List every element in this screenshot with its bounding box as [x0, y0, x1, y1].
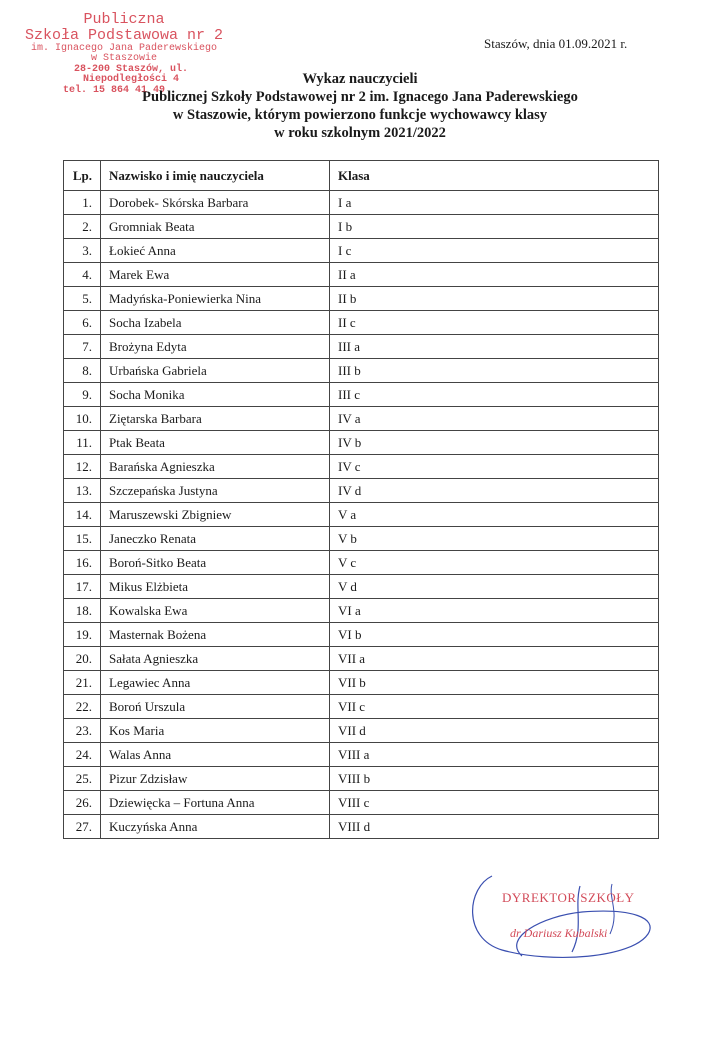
table-row: [64, 431, 659, 455]
row-klasa: VI a: [330, 599, 659, 623]
row-lp: 15.: [64, 527, 101, 551]
row-lp: 21.: [64, 671, 101, 695]
row-klasa: VI b: [330, 623, 659, 647]
row-lp: 27.: [64, 815, 101, 839]
row-name: Socha Monika: [101, 383, 330, 407]
row-lp: 24.: [64, 743, 101, 767]
row-lp: 20.: [64, 647, 101, 671]
stamp-line-1: Publiczna: [83, 11, 165, 28]
stamp-line-3: im. Ignacego Jana Paderewskiego: [30, 42, 218, 54]
row-name: Barańska Agnieszka: [101, 455, 330, 479]
row-name: Kuczyńska Anna: [101, 815, 330, 839]
row-klasa: VIII b: [330, 767, 659, 791]
row-name: Ptak Beata: [101, 431, 330, 455]
stamp-line-4: w Staszowie: [90, 53, 157, 64]
table-header-row: [64, 161, 659, 191]
row-lp: 4.: [64, 263, 101, 287]
row-lp: 19.: [64, 623, 101, 647]
row-name: Maruszewski Zbigniew: [101, 503, 330, 527]
row-klasa: VII b: [330, 671, 659, 695]
table-row: [64, 239, 659, 263]
table-row: [64, 383, 659, 407]
row-name: Szczepańska Justyna: [101, 479, 330, 503]
row-lp: 17.: [64, 575, 101, 599]
table-row: [64, 815, 659, 839]
table-row: [64, 359, 659, 383]
row-lp: 1.: [64, 191, 101, 215]
row-klasa: V b: [330, 527, 659, 551]
title-line-3: w Staszowie, którym powierzono funkcje wychowawcy klasy: [172, 107, 548, 123]
row-lp: 26.: [64, 791, 101, 815]
row-name: Mikus Elżbieta: [101, 575, 330, 599]
row-name: Socha Izabela: [101, 311, 330, 335]
table-row: [64, 407, 659, 431]
row-name: Kos Maria: [101, 719, 330, 743]
row-klasa: III a: [330, 335, 659, 359]
table-row: [64, 335, 659, 359]
row-name: Janeczko Renata: [101, 527, 330, 551]
table-row: [64, 191, 659, 215]
row-klasa: IV d: [330, 479, 659, 503]
title-line-4: w roku szkolnym 2021/2022: [274, 125, 446, 141]
document-date: Staszów, dnia 01.09.2021 r.: [484, 36, 628, 51]
row-lp: 13.: [64, 479, 101, 503]
table-row: [64, 623, 659, 647]
table-row: [64, 671, 659, 695]
table-row: [64, 575, 659, 599]
row-klasa: I a: [330, 191, 659, 215]
row-klasa: I b: [330, 215, 659, 239]
signature-scribble: [462, 868, 662, 968]
teachers-table: [63, 160, 659, 839]
header-lp: Lp.: [64, 161, 101, 191]
row-lp: 22.: [64, 695, 101, 719]
table-row: [64, 215, 659, 239]
row-name: Łokieć Anna: [101, 239, 330, 263]
director-signature: [462, 868, 662, 968]
table-row: [64, 743, 659, 767]
row-lp: 16.: [64, 551, 101, 575]
title-line-2: Publicznej Szkoły Podstawowej nr 2 im. Ignacego Jana Paderewskiego: [142, 89, 578, 105]
table-row: [64, 455, 659, 479]
row-name: Dziewięcka – Fortuna Anna: [101, 791, 330, 815]
row-klasa: III c: [330, 383, 659, 407]
row-name: Gromniak Beata: [101, 215, 330, 239]
row-name: Boroń Urszula: [101, 695, 330, 719]
row-lp: 7.: [64, 335, 101, 359]
row-klasa: VII c: [330, 695, 659, 719]
row-klasa: III b: [330, 359, 659, 383]
row-klasa: V c: [330, 551, 659, 575]
table-row: [64, 311, 659, 335]
row-lp: 5.: [64, 287, 101, 311]
row-name: Ziętarska Barbara: [101, 407, 330, 431]
row-klasa: VII a: [330, 647, 659, 671]
row-lp: 25.: [64, 767, 101, 791]
row-name: Urbańska Gabriela: [101, 359, 330, 383]
row-lp: 18.: [64, 599, 101, 623]
row-klasa: VIII c: [330, 791, 659, 815]
row-klasa: II c: [330, 311, 659, 335]
row-klasa: VII d: [330, 719, 659, 743]
row-name: Masternak Bożena: [101, 623, 330, 647]
row-klasa: II b: [330, 287, 659, 311]
table-row: [64, 599, 659, 623]
title-line-1: Wykaz nauczycieli: [302, 71, 418, 87]
table-row: [64, 551, 659, 575]
row-name: Sałata Agnieszka: [101, 647, 330, 671]
row-klasa: VIII a: [330, 743, 659, 767]
row-name: Legawiec Anna: [101, 671, 330, 695]
row-lp: 23.: [64, 719, 101, 743]
table-row: [64, 527, 659, 551]
table-row: [64, 647, 659, 671]
table-row: [64, 287, 659, 311]
row-klasa: IV b: [330, 431, 659, 455]
row-lp: 6.: [64, 311, 101, 335]
row-name: Dorobek- Skórska Barbara: [101, 191, 330, 215]
table-row: [64, 719, 659, 743]
table-row: [64, 263, 659, 287]
header-name: Nazwisko i imię nauczyciela: [101, 161, 330, 191]
table-row: [64, 695, 659, 719]
stamp-line-6: tel. 15 864 41 49: [62, 84, 166, 96]
row-klasa: I c: [330, 239, 659, 263]
row-lp: 10.: [64, 407, 101, 431]
row-name: Marek Ewa: [101, 263, 330, 287]
stamp-line-5: 28-200 Staszów, ul. Niepodległości 4: [73, 63, 189, 85]
row-name: Boroń-Sitko Beata: [101, 551, 330, 575]
table-row: [64, 791, 659, 815]
row-lp: 9.: [64, 383, 101, 407]
table-row: [64, 479, 659, 503]
row-name: Pizur Zdzisław: [101, 767, 330, 791]
document-title: [80, 70, 640, 142]
row-klasa: VIII d: [330, 815, 659, 839]
header-klasa: Klasa: [330, 161, 659, 191]
row-lp: 14.: [64, 503, 101, 527]
row-klasa: V d: [330, 575, 659, 599]
row-klasa: II a: [330, 263, 659, 287]
table-row: [64, 767, 659, 791]
table-row: [64, 503, 659, 527]
row-name: Walas Anna: [101, 743, 330, 767]
director-name: dr Dariusz Kubalski: [510, 926, 608, 940]
row-lp: 11.: [64, 431, 101, 455]
row-klasa: IV c: [330, 455, 659, 479]
row-lp: 8.: [64, 359, 101, 383]
row-lp: 2.: [64, 215, 101, 239]
row-lp: 12.: [64, 455, 101, 479]
row-klasa: IV a: [330, 407, 659, 431]
row-name: Kowalska Ewa: [101, 599, 330, 623]
row-name: Brożyna Edyta: [101, 335, 330, 359]
stamp-line-2: Szkoła Podstawowa nr 2: [24, 26, 224, 44]
row-name: Madyńska-Poniewierka Nina: [101, 287, 330, 311]
row-klasa: V a: [330, 503, 659, 527]
row-lp: 3.: [64, 239, 101, 263]
director-title: DYREKTOR SZKOŁY: [502, 890, 635, 905]
